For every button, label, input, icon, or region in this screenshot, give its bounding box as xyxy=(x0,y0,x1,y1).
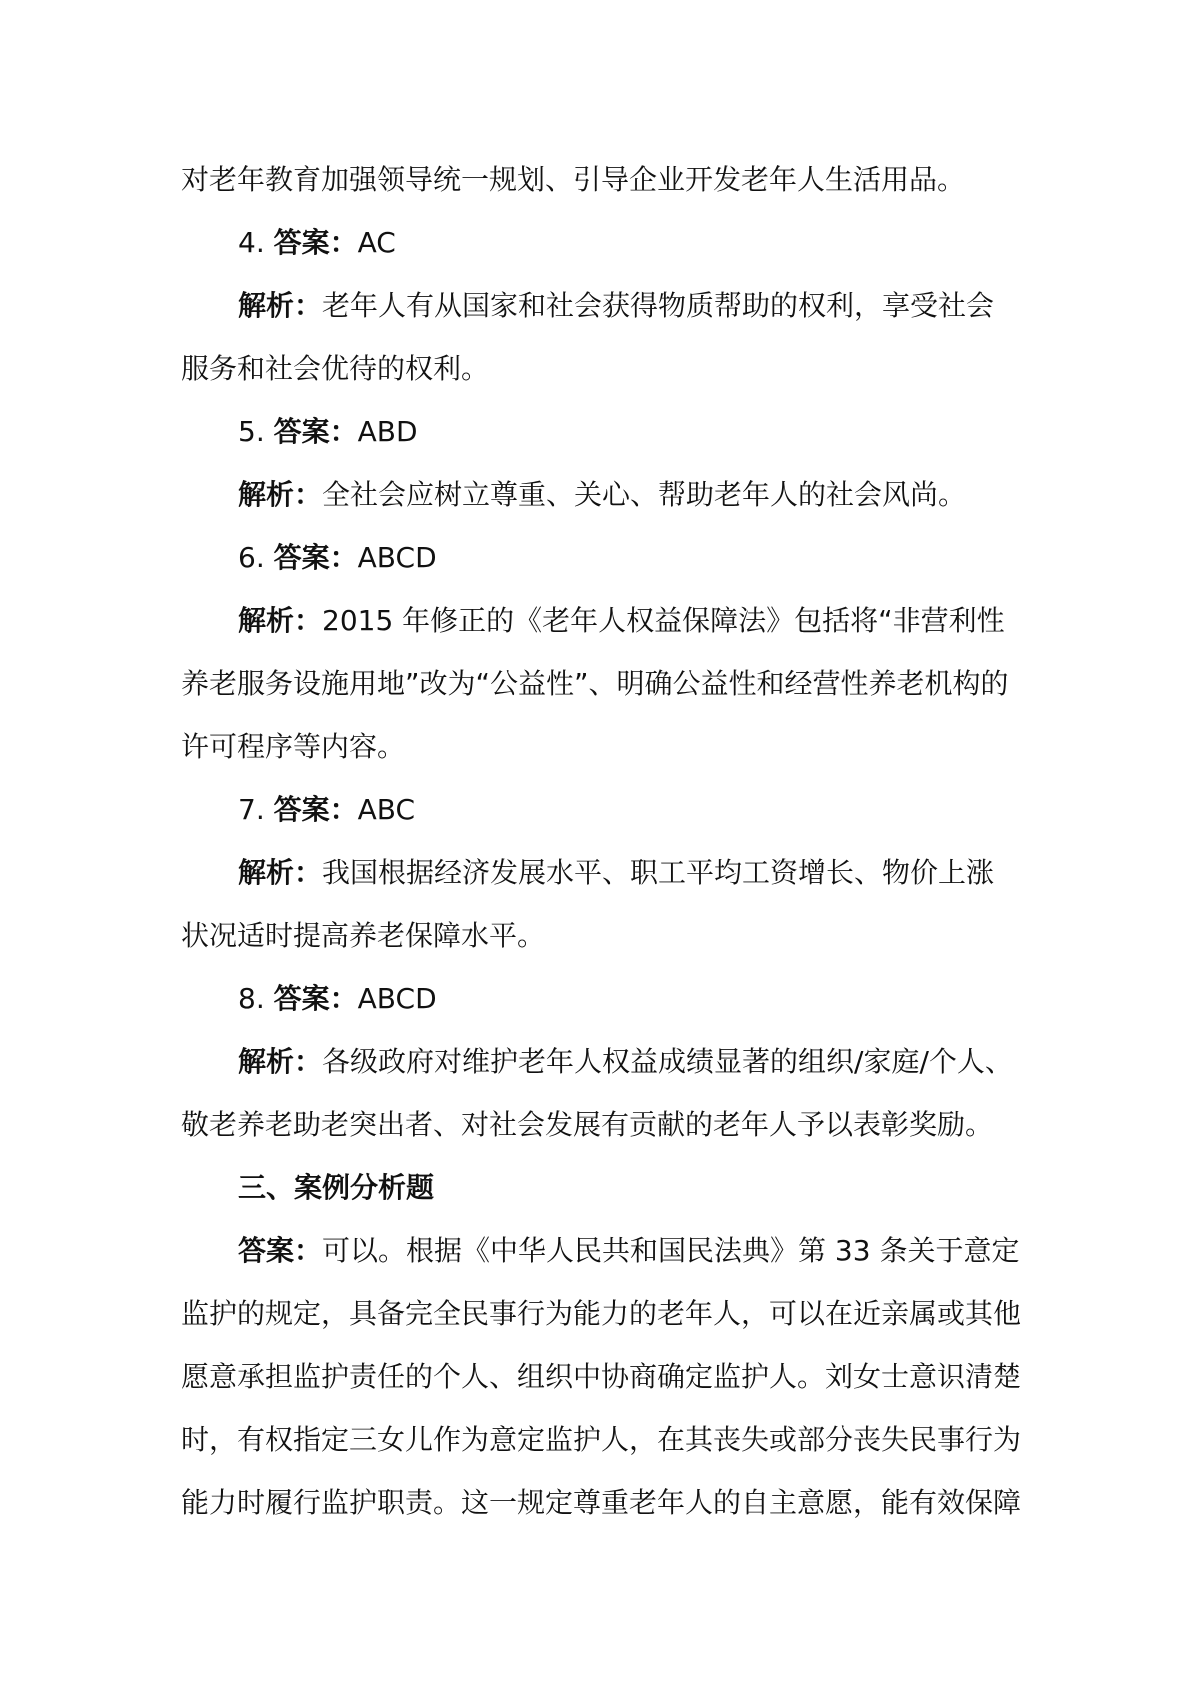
answer-label: 答案： xyxy=(273,541,358,574)
analysis-text: 老年人有从国家和社会获得物质帮助的权利，享受社会服务和社会优待的权利。 xyxy=(181,289,995,385)
answer-7 xyxy=(181,778,1021,841)
analysis-text: 2015 年修正的《老年人权益保障法》包括将“非营利性养老服务设施用地”改为“公益性”、明确公益性和经营性养老机构的许可程序等内容。 xyxy=(181,604,1009,763)
analysis-text: 全社会应树立尊重、关心、帮助老年人的社会风尚。 xyxy=(322,478,967,511)
analysis-7 xyxy=(181,841,1021,967)
analysis-5 xyxy=(181,463,1021,526)
analysis-label: 解析： xyxy=(238,478,323,511)
answer-value: AC xyxy=(357,226,396,259)
case-answer-text: 可以。根据《中华人民共和国民法典》第 33 条关于意定监护的规定，具备完全民事行为能力的老年人，可以在近亲属或其他愿意承担监护责任的个人、组织中协商确定监护人。刘女士意识清楚时，有权指定三女儿作为意定监护人，在其丧失或部分丧失民事行为能力时履行监护职责。这一规定尊重老年人的自主意愿，能有效保障 xyxy=(181,1234,1022,1519)
answer-number: 7. xyxy=(238,793,265,826)
analysis-label: 解析： xyxy=(238,604,323,637)
answer-number: 5. xyxy=(238,415,265,448)
answer-number: 8. xyxy=(238,982,265,1015)
answer-6 xyxy=(181,526,1021,589)
answer-value: ABD xyxy=(357,415,418,448)
answer-8 xyxy=(181,967,1021,1030)
answer-4 xyxy=(181,211,1021,274)
case-answer-label: 答案： xyxy=(238,1234,323,1267)
analysis-8 xyxy=(181,1030,1021,1156)
analysis-label: 解析： xyxy=(238,289,323,322)
answer-label: 答案： xyxy=(273,793,358,826)
answer-value: ABCD xyxy=(357,982,437,1015)
document-page xyxy=(181,148,1021,1534)
analysis-4 xyxy=(181,274,1021,400)
analysis-text: 各级政府对维护老年人权益成绩显著的组织/家庭/个人、敬老养老助老突出者、对社会发展有贡献的老年人予以表彰奖励。 xyxy=(181,1045,1013,1141)
answer-5 xyxy=(181,400,1021,463)
analysis-label: 解析： xyxy=(238,856,323,889)
answer-value: ABC xyxy=(357,793,416,826)
case-answer xyxy=(181,1219,1021,1534)
answer-label: 答案： xyxy=(273,982,358,1015)
answer-number: 4. xyxy=(238,226,265,259)
analysis-label: 解析： xyxy=(238,1045,323,1078)
answer-label: 答案： xyxy=(273,415,358,448)
answer-value: ABCD xyxy=(357,541,437,574)
section-heading: 三、案例分析题 xyxy=(238,1171,435,1204)
intro-continuation: 对老年教育加强领导统一规划、引导企业开发老年人生活用品。 xyxy=(181,163,966,196)
answer-number: 6. xyxy=(238,541,265,574)
analysis-6 xyxy=(181,589,1021,778)
analysis-text: 我国根据经济发展水平、职工平均工资增长、物价上涨状况适时提高养老保障水平。 xyxy=(181,856,995,952)
answer-label: 答案： xyxy=(273,226,358,259)
